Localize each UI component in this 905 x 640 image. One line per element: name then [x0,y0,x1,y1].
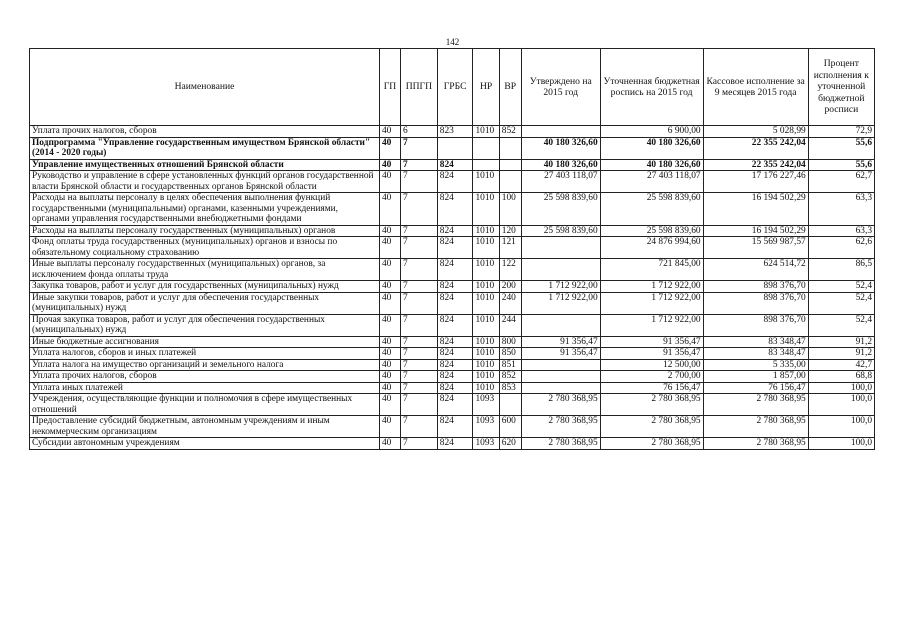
table-row [30,292,875,314]
cell-percent: 55,6 [808,137,874,159]
cell-name: Уплата прочих налогов, сборов [30,126,380,138]
cell-vr [499,137,521,159]
cell-approved [521,382,600,394]
header-np: НР [473,49,499,126]
table-row [30,438,875,450]
cell-refined: 2 700,00 [600,371,703,383]
cell-name: Расходы на выплаты персоналу государственных (муниципальных) органов [30,225,380,237]
cell-ppgp: 7 [400,394,437,416]
page-number: 142 [445,37,460,47]
cell-gp: 40 [379,281,400,293]
cell-vr: 852 [499,371,521,383]
cell-gp: 40 [379,193,400,226]
table-row [30,314,875,336]
cell-cash: 2 780 368,95 [703,394,808,416]
cell-grbs: 824 [437,225,473,237]
cell-percent: 86,5 [808,259,874,281]
cell-vr [499,171,521,193]
cell-vr: 200 [499,281,521,293]
cell-gp: 40 [379,171,400,193]
cell-cash: 1 857,00 [703,371,808,383]
table-row [30,171,875,193]
cell-grbs: 824 [437,438,473,450]
cell-np: 1010 [473,292,499,314]
cell-np: 1010 [473,382,499,394]
cell-percent: 63,3 [808,193,874,226]
cell-gp: 40 [379,225,400,237]
cell-name: Уплата налогов, сборов и иных платежей [30,348,380,360]
cell-vr: 122 [499,259,521,281]
cell-grbs: 824 [437,359,473,371]
cell-name: Управление имущественных отношений Брянской области [30,159,380,171]
cell-name: Закупка товаров, работ и услуг для государственных (муниципальных) нужд [30,281,380,293]
cell-refined: 1 712 922,00 [600,281,703,293]
cell-refined: 2 780 368,95 [600,394,703,416]
table-row [30,193,875,226]
table-header-row [30,49,875,126]
cell-refined: 12 500,00 [600,359,703,371]
cell-refined: 25 598 839,60 [600,193,703,226]
table-row [30,336,875,348]
cell-name: Расходы на выплаты персоналу в целях обеспечения выполнения функций государственными (муниципальными) органами, казенными учреждениями, органами управления государственными внебюджетными фондами [30,193,380,226]
cell-percent: 100,0 [808,394,874,416]
cell-gp: 40 [379,259,400,281]
cell-ppgp: 7 [400,314,437,336]
cell-cash: 17 176 227,46 [703,171,808,193]
cell-approved: 40 180 326,60 [521,159,600,171]
cell-name: Уплата прочих налогов, сборов [30,371,380,383]
cell-vr: 244 [499,314,521,336]
cell-ppgp: 7 [400,371,437,383]
cell-np: 1010 [473,314,499,336]
cell-percent: 55,6 [808,159,874,171]
cell-ppgp: 7 [400,159,437,171]
cell-name: Руководство и управление в сфере установленных функций органов государственной власти Брянской области и государственных органов Брянской области [30,171,380,193]
cell-gp: 40 [379,237,400,259]
cell-name: Подпрограмма "Управление государственным имуществом Брянской области" (2014 - 2020 годы) [30,137,380,159]
cell-gp: 40 [379,359,400,371]
cell-vr: 121 [499,237,521,259]
cell-np: 1010 [473,225,499,237]
cell-refined: 1 712 922,00 [600,314,703,336]
cell-gp: 40 [379,137,400,159]
cell-name: Субсидии автономным учреждениям [30,438,380,450]
cell-approved [521,371,600,383]
cell-ppgp: 7 [400,193,437,226]
cell-approved: 1 712 922,00 [521,292,600,314]
cell-grbs: 824 [437,171,473,193]
cell-ppgp: 7 [400,259,437,281]
cell-approved: 91 356,47 [521,336,600,348]
cell-vr: 850 [499,348,521,360]
cell-ppgp: 7 [400,416,437,438]
cell-percent: 100,0 [808,382,874,394]
cell-np: 1010 [473,171,499,193]
cell-percent: 91,2 [808,336,874,348]
cell-approved: 2 780 368,95 [521,438,600,450]
cell-percent: 72,9 [808,126,874,138]
cell-approved: 25 598 839,60 [521,225,600,237]
header-cash: Кассовое исполнение за 9 месяцев 2015 года [703,49,808,126]
cell-cash: 5 335,00 [703,359,808,371]
cell-grbs: 824 [437,394,473,416]
cell-percent: 63,3 [808,225,874,237]
cell-grbs: 824 [437,159,473,171]
cell-grbs: 824 [437,382,473,394]
cell-refined: 721 845,00 [600,259,703,281]
cell-ppgp: 7 [400,237,437,259]
cell-refined: 2 780 368,95 [600,438,703,450]
header-ppgp: ППГП [400,49,437,126]
cell-percent: 42,7 [808,359,874,371]
cell-percent: 52,4 [808,281,874,293]
cell-grbs: 824 [437,348,473,360]
cell-approved: 2 780 368,95 [521,416,600,438]
cell-percent: 68,8 [808,371,874,383]
cell-np: 1010 [473,237,499,259]
cell-ppgp: 7 [400,171,437,193]
cell-cash: 898 376,70 [703,292,808,314]
cell-approved [521,314,600,336]
cell-refined: 25 598 839,60 [600,225,703,237]
cell-vr: 240 [499,292,521,314]
table-row [30,359,875,371]
table-row [30,371,875,383]
cell-ppgp: 7 [400,225,437,237]
cell-grbs: 824 [437,336,473,348]
header-grbs: ГРБС [437,49,473,126]
cell-percent: 100,0 [808,438,874,450]
cell-vr: 800 [499,336,521,348]
cell-refined: 2 780 368,95 [600,416,703,438]
cell-np: 1093 [473,438,499,450]
cell-grbs: 824 [437,371,473,383]
cell-cash: 16 194 502,29 [703,225,808,237]
cell-name: Учреждения, осуществляющие функции и полномочия в сфере имущественных отношений [30,394,380,416]
cell-vr: 620 [499,438,521,450]
cell-refined: 91 356,47 [600,348,703,360]
cell-gp: 40 [379,292,400,314]
cell-percent: 100,0 [808,416,874,438]
cell-cash: 15 569 987,57 [703,237,808,259]
cell-cash: 83 348,47 [703,336,808,348]
header-gp: ГП [379,49,400,126]
cell-approved [521,237,600,259]
cell-percent: 62,7 [808,171,874,193]
cell-refined: 1 712 922,00 [600,292,703,314]
cell-refined: 40 180 326,60 [600,159,703,171]
cell-percent: 52,4 [808,292,874,314]
cell-np: 1010 [473,371,499,383]
cell-grbs: 824 [437,314,473,336]
cell-refined: 6 900,00 [600,126,703,138]
cell-ppgp: 7 [400,137,437,159]
table-row [30,281,875,293]
cell-np: 1010 [473,348,499,360]
cell-ppgp: 7 [400,348,437,360]
header-name: Наименование [30,49,380,126]
cell-approved [521,259,600,281]
cell-cash: 624 514,72 [703,259,808,281]
cell-approved: 40 180 326,60 [521,137,600,159]
cell-gp: 40 [379,382,400,394]
cell-approved [521,359,600,371]
table-row [30,259,875,281]
cell-refined: 24 876 994,60 [600,237,703,259]
cell-approved: 1 712 922,00 [521,281,600,293]
cell-np: 1010 [473,259,499,281]
cell-gp: 40 [379,159,400,171]
cell-percent: 91,2 [808,348,874,360]
table-row [30,382,875,394]
cell-ppgp: 7 [400,281,437,293]
cell-approved: 91 356,47 [521,348,600,360]
cell-grbs: 824 [437,292,473,314]
cell-gp: 40 [379,126,400,138]
cell-gp: 40 [379,416,400,438]
cell-np [473,137,499,159]
table-row [30,394,875,416]
cell-cash: 22 355 242,04 [703,137,808,159]
cell-np: 1093 [473,416,499,438]
cell-name: Уплата иных платежей [30,382,380,394]
cell-refined: 27 403 118,07 [600,171,703,193]
cell-cash: 2 780 368,95 [703,416,808,438]
cell-gp: 40 [379,394,400,416]
cell-ppgp: 7 [400,359,437,371]
cell-ppgp: 7 [400,438,437,450]
cell-approved [521,126,600,138]
cell-np: 1010 [473,336,499,348]
table-row [30,237,875,259]
cell-np: 1010 [473,281,499,293]
cell-ppgp: 6 [400,126,437,138]
cell-approved: 27 403 118,07 [521,171,600,193]
cell-cash: 76 156,47 [703,382,808,394]
cell-refined: 40 180 326,60 [600,137,703,159]
cell-np [473,159,499,171]
cell-name: Уплата налога на имущество организаций и земельного налога [30,359,380,371]
cell-grbs: 824 [437,237,473,259]
cell-np: 1010 [473,359,499,371]
header-percent: Процент исполнения к уточненной бюджетной росписи [808,49,874,126]
cell-grbs: 824 [437,281,473,293]
cell-ppgp: 7 [400,382,437,394]
cell-vr: 120 [499,225,521,237]
cell-cash: 83 348,47 [703,348,808,360]
cell-refined: 76 156,47 [600,382,703,394]
cell-name: Фонд оплаты труда государственных (муниципальных) органов и взносы по обязательному социальному страхованию [30,237,380,259]
cell-gp: 40 [379,348,400,360]
cell-vr: 852 [499,126,521,138]
header-approved: Утверждено на 2015 год [521,49,600,126]
table-row [30,159,875,171]
cell-gp: 40 [379,336,400,348]
cell-name: Иные закупки товаров, работ и услуг для обеспечения государственных (муниципальных) нужд [30,292,380,314]
cell-vr: 100 [499,193,521,226]
budget-execution-table [29,48,875,450]
cell-vr [499,159,521,171]
cell-grbs: 824 [437,259,473,281]
header-vr: ВР [499,49,521,126]
cell-vr [499,394,521,416]
cell-grbs [437,137,473,159]
cell-gp: 40 [379,438,400,450]
cell-approved: 25 598 839,60 [521,193,600,226]
cell-grbs: 824 [437,416,473,438]
cell-percent: 62,6 [808,237,874,259]
cell-cash: 22 355 242,04 [703,159,808,171]
cell-name: Прочая закупка товаров, работ и услуг для обеспечения государственных (муниципальных) нужд [30,314,380,336]
cell-name: Иные выплаты персоналу государственных (муниципальных) органов, за исключением фонда оплаты труда [30,259,380,281]
table-body [30,126,875,450]
cell-vr: 600 [499,416,521,438]
cell-gp: 40 [379,371,400,383]
cell-refined: 91 356,47 [600,336,703,348]
cell-cash: 898 376,70 [703,314,808,336]
cell-np: 1093 [473,394,499,416]
table-row [30,225,875,237]
header-refined: Уточненная бюджетная роспись на 2015 год [600,49,703,126]
cell-grbs: 823 [437,126,473,138]
cell-gp: 40 [379,314,400,336]
cell-vr: 853 [499,382,521,394]
cell-percent: 52,4 [808,314,874,336]
cell-approved: 2 780 368,95 [521,394,600,416]
cell-cash: 898 376,70 [703,281,808,293]
cell-cash: 16 194 502,29 [703,193,808,226]
table-row [30,137,875,159]
cell-cash: 2 780 368,95 [703,438,808,450]
table-row [30,416,875,438]
cell-vr: 851 [499,359,521,371]
cell-ppgp: 7 [400,336,437,348]
cell-cash: 5 028,99 [703,126,808,138]
table-row [30,126,875,138]
cell-np: 1010 [473,193,499,226]
cell-ppgp: 7 [400,292,437,314]
cell-name: Предоставление субсидий бюджетным, автономным учреждениям и иным некоммерческим организациям [30,416,380,438]
cell-np: 1010 [473,126,499,138]
table-row [30,348,875,360]
cell-name: Иные бюджетные ассигнования [30,336,380,348]
cell-grbs: 824 [437,193,473,226]
